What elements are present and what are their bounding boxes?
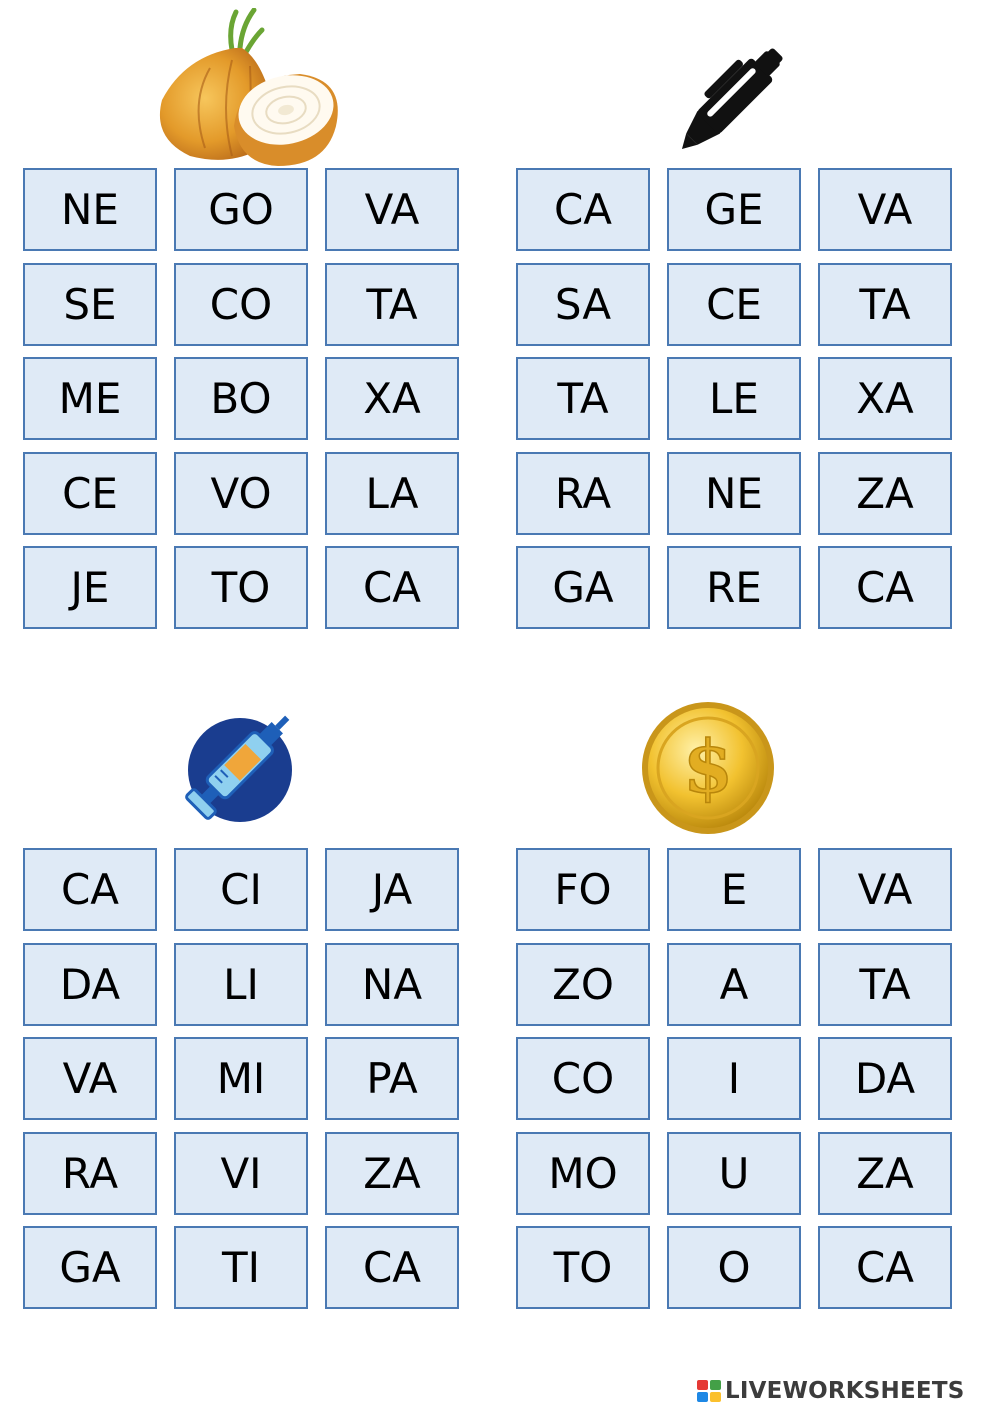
syllable-tile[interactable]: CA	[23, 848, 157, 931]
pen-icon	[668, 30, 803, 162]
svg-text:$: $	[682, 724, 734, 809]
syllable-tile[interactable]: DA	[23, 943, 157, 1026]
syllable-tile[interactable]: CI	[174, 848, 308, 931]
syllable-tile[interactable]: LE	[667, 357, 801, 440]
liveworksheets-brand[interactable]	[697, 1378, 964, 1404]
syllable-tile[interactable]: NA	[325, 943, 459, 1026]
syllable-tile[interactable]: TA	[818, 943, 952, 1026]
syllable-tile[interactable]: GA	[516, 546, 650, 629]
syllable-tile[interactable]: CA	[818, 546, 952, 629]
syllable-grid-syringe	[23, 848, 459, 1309]
syllable-tile[interactable]: ZA	[325, 1132, 459, 1215]
syllable-tile[interactable]: LA	[325, 452, 459, 535]
syllable-tile[interactable]: CA	[325, 1226, 459, 1309]
syllable-tile[interactable]: JA	[325, 848, 459, 931]
syllable-tile[interactable]: RE	[667, 546, 801, 629]
syllable-grid-pen	[516, 168, 952, 629]
syllable-tile[interactable]: XA	[818, 357, 952, 440]
syllable-tile[interactable]: TA	[325, 263, 459, 346]
syllable-tile[interactable]: CE	[23, 452, 157, 535]
syllable-tile[interactable]: RA	[23, 1132, 157, 1215]
syllable-grid-onion	[23, 168, 459, 629]
syllable-tile[interactable]: CA	[516, 168, 650, 251]
syllable-tile[interactable]: TI	[174, 1226, 308, 1309]
syllable-tile[interactable]: GA	[23, 1226, 157, 1309]
syllable-tile[interactable]: ME	[23, 357, 157, 440]
syllable-tile[interactable]: BO	[174, 357, 308, 440]
syllable-tile[interactable]: TO	[516, 1226, 650, 1309]
syringe-icon	[170, 702, 305, 834]
syllable-tile[interactable]: CA	[818, 1226, 952, 1309]
syllable-tile[interactable]: RA	[516, 452, 650, 535]
syllable-tile[interactable]: CO	[174, 263, 308, 346]
syllable-tile[interactable]: NE	[23, 168, 157, 251]
syllable-tile[interactable]: A	[667, 943, 801, 1026]
syllable-tile[interactable]: GO	[174, 168, 308, 251]
syllable-tile[interactable]: MO	[516, 1132, 650, 1215]
syllable-tile[interactable]: CE	[667, 263, 801, 346]
onion-icon	[150, 8, 345, 166]
syllable-tile[interactable]: SE	[23, 263, 157, 346]
syllable-tile[interactable]: PA	[325, 1037, 459, 1120]
syllable-tile[interactable]: LI	[174, 943, 308, 1026]
syllable-tile[interactable]: VA	[23, 1037, 157, 1120]
syllable-tile[interactable]: ZA	[818, 1132, 952, 1215]
syllable-tile[interactable]: FO	[516, 848, 650, 931]
syllable-tile[interactable]: VO	[174, 452, 308, 535]
syllable-tile[interactable]: O	[667, 1226, 801, 1309]
syllable-tile[interactable]: VA	[818, 848, 952, 931]
syllable-grid-coin	[516, 848, 952, 1309]
syllable-tile[interactable]: ZO	[516, 943, 650, 1026]
syllable-tile[interactable]: DA	[818, 1037, 952, 1120]
syllable-tile[interactable]: VA	[325, 168, 459, 251]
syllable-tile[interactable]: CO	[516, 1037, 650, 1120]
liveworksheets-logo-icon	[697, 1380, 721, 1402]
syllable-tile[interactable]: JE	[23, 546, 157, 629]
syllable-tile[interactable]: SA	[516, 263, 650, 346]
syllable-tile[interactable]: CA	[325, 546, 459, 629]
syllable-tile[interactable]: GE	[667, 168, 801, 251]
syllable-tile[interactable]: NE	[667, 452, 801, 535]
syllable-tile[interactable]: ZA	[818, 452, 952, 535]
syllable-tile[interactable]: TA	[818, 263, 952, 346]
gold-coin-icon	[640, 700, 776, 836]
syllable-tile[interactable]: MI	[174, 1037, 308, 1120]
syllable-tile[interactable]: U	[667, 1132, 801, 1215]
syllable-tile[interactable]: XA	[325, 357, 459, 440]
brand-name: LIVEWORKSHEETS	[725, 1378, 965, 1404]
syllable-tile[interactable]: E	[667, 848, 801, 931]
syllable-tile[interactable]: VA	[818, 168, 952, 251]
syllable-tile[interactable]: TO	[174, 546, 308, 629]
syllable-tile[interactable]: VI	[174, 1132, 308, 1215]
syllable-tile[interactable]: I	[667, 1037, 801, 1120]
syllable-tile[interactable]: TA	[516, 357, 650, 440]
